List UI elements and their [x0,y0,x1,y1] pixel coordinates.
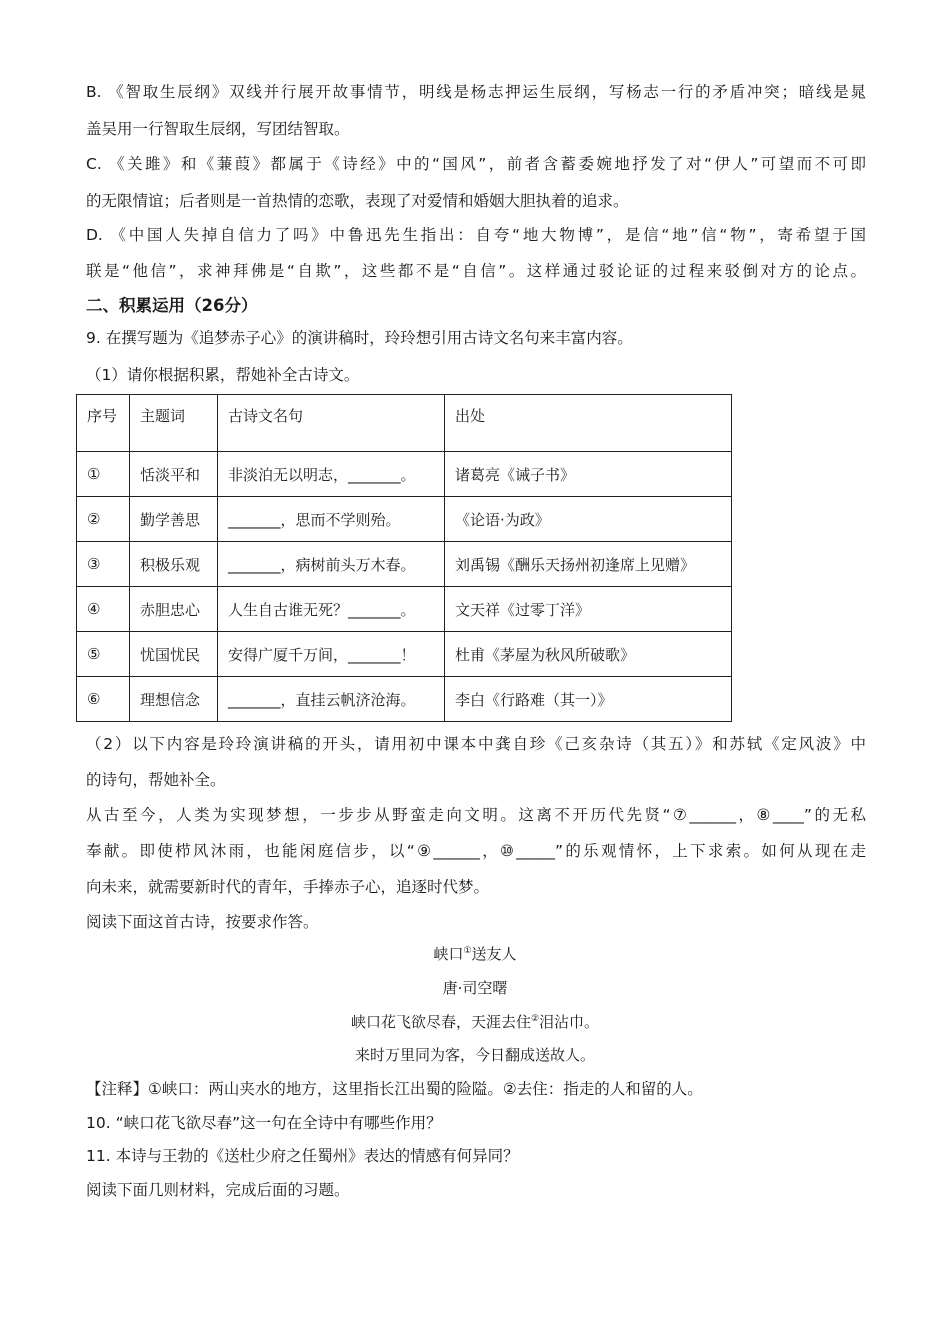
section-heading: 二、积累运用（26分） [86,296,258,315]
table-cell: ① [77,452,130,497]
table-row [77,677,732,722]
poem-table [76,394,732,722]
header-cell: 古诗文名句 [218,395,445,452]
table-cell: ⑥ [77,677,130,722]
option-b-line1: B. 《智取生辰纲》双线并行展开故事情节，明线是杨志押运生辰纲，写杨志一行的矛盾冲突；暗线是晁 [86,83,866,101]
table-header-row [77,395,732,452]
table-cell[interactable]: _______，直挂云帆济沧海。 [218,677,445,722]
table-cell[interactable]: _______，病树前头万木春。 [218,542,445,587]
poem-line1 [0,1011,950,1032]
table-cell[interactable]: 人生自古谁无死？_______。 [218,587,445,632]
header-cell: 出处 [445,395,732,452]
table-cell: 勤学善思 [130,497,218,542]
table-cell: 杜甫《茅屋为秋风所破歌》 [445,632,732,677]
poem-line1-note-mark: ② [530,1014,540,1024]
question-9-part2-line1: （2）以下内容是玲玲演讲稿的开头，请用初中课本中龚自珍《己亥杂诗（其五）》和苏轼《定风波》中 [86,735,866,753]
option-d-line2: 联是“他信”，求神拜佛是“自欺”，这些都不是“自信”。这样通过驳论证的过程来驳倒对方的论点。 [86,262,866,280]
poem-author: 唐·司空曙 [442,979,508,997]
table-cell[interactable]: _______，思而不学则殆。 [218,497,445,542]
table-cell: 《论语·为政》 [445,497,732,542]
speech-line1: 从古至今，人类为实现梦想，一步步从野蛮走向文明。这离不开历代先贤“⑦______，⑧____”的无私 [86,806,866,824]
table-cell: 诸葛亮《诫子书》 [445,452,732,497]
table-row [77,587,732,632]
poem-line1-text: 峡口花飞欲尽春，天涯去住 [350,1013,531,1031]
speech-line2: 奉献。即使栉风沐雨，也能闲庭信步，以“⑨______，⑩_____”的乐观情怀，上下求索。如何从现在走 [86,842,866,860]
poem-title-text-2: 送友人 [471,945,517,963]
option-c-line2: 的无限情谊；后者则是一首热情的恋歌，表现了对爱情和婚姻大胆执着的追求。 [86,192,629,210]
option-c-line1: C. 《关雎》和《蒹葭》都属于《诗经》中的“国风”，前者含蓄委婉地抒发了对“伊人”可望而不可即 [86,155,866,173]
header-cell: 主题词 [130,395,218,452]
table-cell: ② [77,497,130,542]
question-10: 10. “峡口花飞欲尽春”这一句在全诗中有哪些作用？ [86,1114,442,1132]
table-cell: 忧国忧民 [130,632,218,677]
poem-notes: 【注释】①峡口：两山夹水的地方，这里指长江出蜀的险隘。②去住：指走的人和留的人。 [86,1080,703,1098]
read-poem-instruction: 阅读下面这首古诗，按要求作答。 [86,913,319,931]
read-materials-instruction: 阅读下面几则材料，完成后面的习题。 [86,1181,350,1199]
poem-line2: 来时万里同为客，今日翻成送故人。 [354,1046,595,1064]
poem-title-note-mark: ① [463,946,472,956]
table-cell: ③ [77,542,130,587]
table-cell: 赤胆忠心 [130,587,218,632]
poem-title-text: 峡口 [433,945,464,963]
table-cell[interactable]: 非淡泊无以明志，_______。 [218,452,445,497]
option-b-line2: 盖吴用一行智取生辰纲，写团结智取。 [86,120,350,138]
table-cell: 积极乐观 [130,542,218,587]
table-row [77,497,732,542]
header-cell: 序号 [77,395,130,452]
table-row [77,542,732,587]
table-cell[interactable]: 安得广厦千万间，_______！ [218,632,445,677]
table-cell: 文天祥《过零丁洋》 [445,587,732,632]
table-cell: ④ [77,587,130,632]
poem-title [0,943,950,964]
question-11: 11. 本诗与王勃的《送杜少府之任蜀州》表达的情感有何异同？ [86,1147,519,1165]
speech-line3: 向未来，就需要新时代的青年，手捧赤子心，追逐时代梦。 [86,878,490,896]
question-9-part2-line2: 的诗句，帮她补全。 [86,771,226,789]
table-row [77,632,732,677]
question-9-part1: （1）请你根据积累，帮她补全古诗文。 [86,366,360,384]
table-cell: 刘禹锡《酬乐天扬州初逢席上见赠》 [445,542,732,587]
table-cell: 理想信念 [130,677,218,722]
option-d-line1: D. 《中国人失掉自信力了吗》中鲁迅先生指出：自夸“地大物博”，是信“地”信“物”，寄希望于国 [86,226,866,244]
question-9: 9. 在撰写题为《追梦赤子心》的演讲稿时，玲玲想引用古诗文名句来丰富内容。 [86,329,633,347]
table-row [77,452,732,497]
table-cell: 恬淡平和 [130,452,218,497]
poem-line1-text-2: 泪沾巾。 [539,1013,600,1031]
table-cell: ⑤ [77,632,130,677]
table-cell: 李白《行路难（其一）》 [445,677,732,722]
